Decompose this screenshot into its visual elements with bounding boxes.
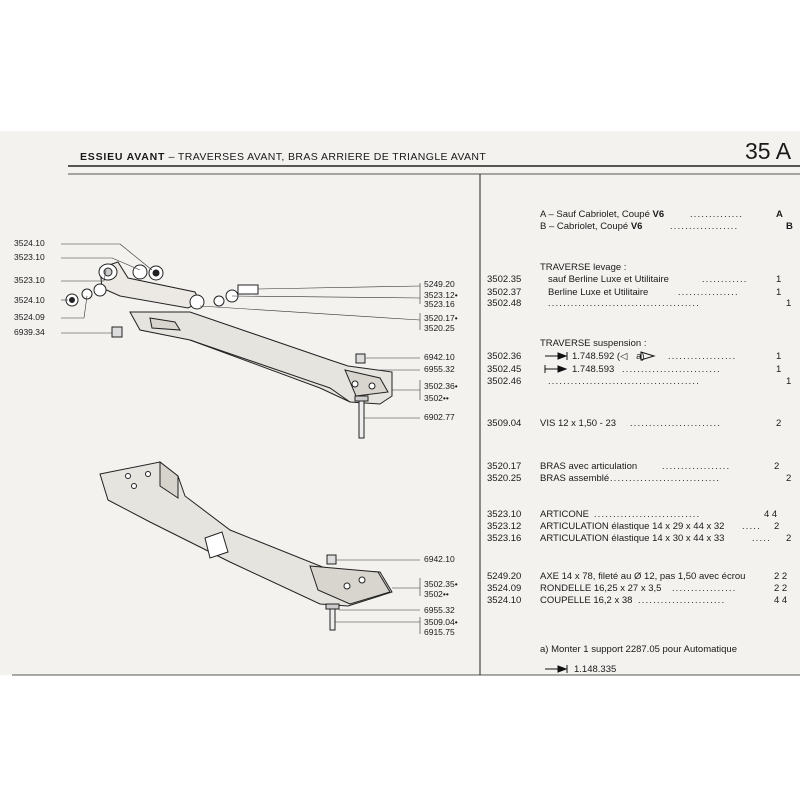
callout-right: 3502.36• (424, 381, 458, 391)
arm-assembly (99, 262, 258, 309)
leader-dots: ..... (752, 533, 772, 543)
part-qty: 1 (776, 287, 782, 298)
part-desc-main: 1.748.592 ( (572, 351, 621, 362)
callout-left: 3524.09 (14, 312, 45, 322)
part-desc: RONDELLE 16,25 x 27 x 3,5 (540, 583, 662, 594)
part-desc: BRAS assemblé (540, 473, 610, 484)
leader-dots: ........................................ (548, 376, 701, 386)
leader-dots: ............................ (594, 509, 701, 519)
part-ref: 3509.04 (487, 418, 522, 429)
footnote-line2: 1.148.335 (574, 664, 617, 675)
page-title-rest: – TRAVERSES AVANT, BRAS ARRIERE DE TRIANGLE AVANT (165, 151, 487, 163)
part-ref: 5249.20 (487, 571, 522, 582)
legend-b-tag: B (786, 221, 793, 232)
callout-right: 6942.10 (424, 554, 455, 564)
part-qty: 4 4 (764, 509, 778, 520)
leader-dots: .................. (670, 221, 739, 231)
callout-left: 3524.10 (14, 238, 45, 248)
part-ref: 3502.35 (487, 274, 522, 285)
part-ref: 3502.45 (487, 364, 522, 375)
leader-dots: ................. (672, 583, 737, 593)
part-desc: ARTICULATION élastique 14 x 30 x 44 x 33 (540, 533, 725, 544)
part-desc: Berline Luxe et Utilitaire (548, 287, 649, 298)
legend-a-bold: V6 (652, 209, 665, 220)
part-desc (572, 351, 645, 362)
part-qty: 2 (786, 533, 792, 544)
leader-dots: .................. (662, 461, 731, 471)
callout-right: 3523.16 (424, 299, 455, 309)
callout-right: 3520.17• (424, 313, 458, 323)
leader-dots: ............................. (610, 473, 721, 483)
part-qty: 1 (776, 274, 782, 285)
part-qty: 2 (774, 521, 780, 532)
leader-dots: .......................... (622, 364, 721, 374)
part-ref: 3524.10 (487, 595, 522, 606)
leader-dots: .................. (668, 351, 737, 361)
part-desc: ARTICULATION élastique 14 x 29 x 44 x 32 (540, 521, 725, 532)
part-ref: 3520.25 (487, 473, 522, 484)
part-qty: 2 2 (774, 571, 788, 582)
callout-right: 6902.77 (424, 412, 455, 422)
callout-left: 3524.10 (14, 295, 45, 305)
part-desc-note: a) (636, 351, 645, 362)
callout-right: 3502.35• (424, 579, 458, 589)
legend-b-text: B – Cabriolet, Coupé (540, 221, 631, 232)
callout-right: 5249.20 (424, 279, 455, 289)
part-qty: 2 (774, 461, 780, 472)
leader-dots: ................ (678, 287, 739, 297)
callout-right: 6955.32 (424, 605, 455, 615)
part-desc: COUPELLE 16,2 x 38 (540, 595, 633, 606)
part-qty: 2 (786, 473, 792, 484)
leader-dots: ........................................ (548, 298, 701, 308)
callout-left: 3523.10 (14, 275, 45, 285)
footnote-line1: a) Monter 1 support 2287.05 pour Automatique (540, 644, 737, 655)
leader-dots: ..... (742, 521, 762, 531)
group-title-suspension: TRAVERSE suspension : (540, 338, 647, 349)
callout-right: 3520.25 (424, 323, 455, 333)
callout-left: 3523.10 (14, 252, 45, 262)
part-qty: 2 2 (774, 583, 788, 594)
part-desc: ARTICONE (540, 509, 589, 520)
part-qty: 1 (786, 376, 792, 387)
part-ref: 3502.36 (487, 351, 522, 362)
part-desc: 1.748.593 (572, 364, 615, 375)
part-desc: AXE 14 x 78, fileté au Ø 12, pas 1,50 avec écrou (540, 571, 746, 582)
callout-right: 3502•• (424, 589, 449, 599)
part-ref: 3523.12 (487, 521, 522, 532)
callout-right: 3509.04• (424, 617, 458, 627)
part-qty: 4 4 (774, 595, 788, 606)
callout-right: 6915.75 (424, 627, 455, 637)
part-ref: 3502.37 (487, 287, 522, 298)
legend-b-bold: V6 (630, 221, 643, 232)
triangle-icon: ◁ (620, 351, 628, 362)
leader-dots: ....................... (638, 595, 726, 605)
part-qty: 1 (776, 351, 782, 362)
part-desc: VIS 12 x 1,50 - 23 (540, 418, 617, 429)
part-desc: BRAS avec articulation (540, 461, 638, 472)
callout-right: 6955.32 (424, 364, 455, 374)
leader-dots: ............ (702, 274, 748, 284)
callout-right: 3502•• (424, 393, 449, 403)
lower-traverse (100, 462, 392, 630)
part-ref: 3502.48 (487, 298, 522, 309)
part-ref: 3520.17 (487, 461, 522, 472)
legend-a-tag: A (776, 209, 783, 220)
part-qty: 2 (776, 418, 782, 429)
part-qty: 1 (776, 364, 782, 375)
callout-right: 3523.12• (424, 290, 458, 300)
part-qty: 1 (786, 298, 792, 309)
legend-a-text: A – Sauf Cabriolet, Coupé (540, 209, 653, 220)
part-ref: 3523.10 (487, 509, 522, 520)
part-ref: 3523.16 (487, 533, 522, 544)
upper-traverse (130, 312, 392, 404)
page-number: 35 A (745, 138, 792, 164)
part-desc: sauf Berline Luxe et Utilitaire (548, 274, 669, 285)
part-ref: 3502.46 (487, 376, 522, 387)
leader-dots: ........................ (630, 418, 722, 428)
callout-left: 6939.34 (14, 327, 45, 337)
callout-right: 6942.10 (424, 352, 455, 362)
leader-dots: .............. (690, 209, 744, 219)
part-ref: 3524.09 (487, 583, 522, 594)
page-title-bold: ESSIEU AVANT (80, 151, 166, 163)
legend-b (540, 221, 642, 232)
legend-a (540, 209, 664, 220)
group-title-levage: TRAVERSE levage : (540, 262, 627, 273)
